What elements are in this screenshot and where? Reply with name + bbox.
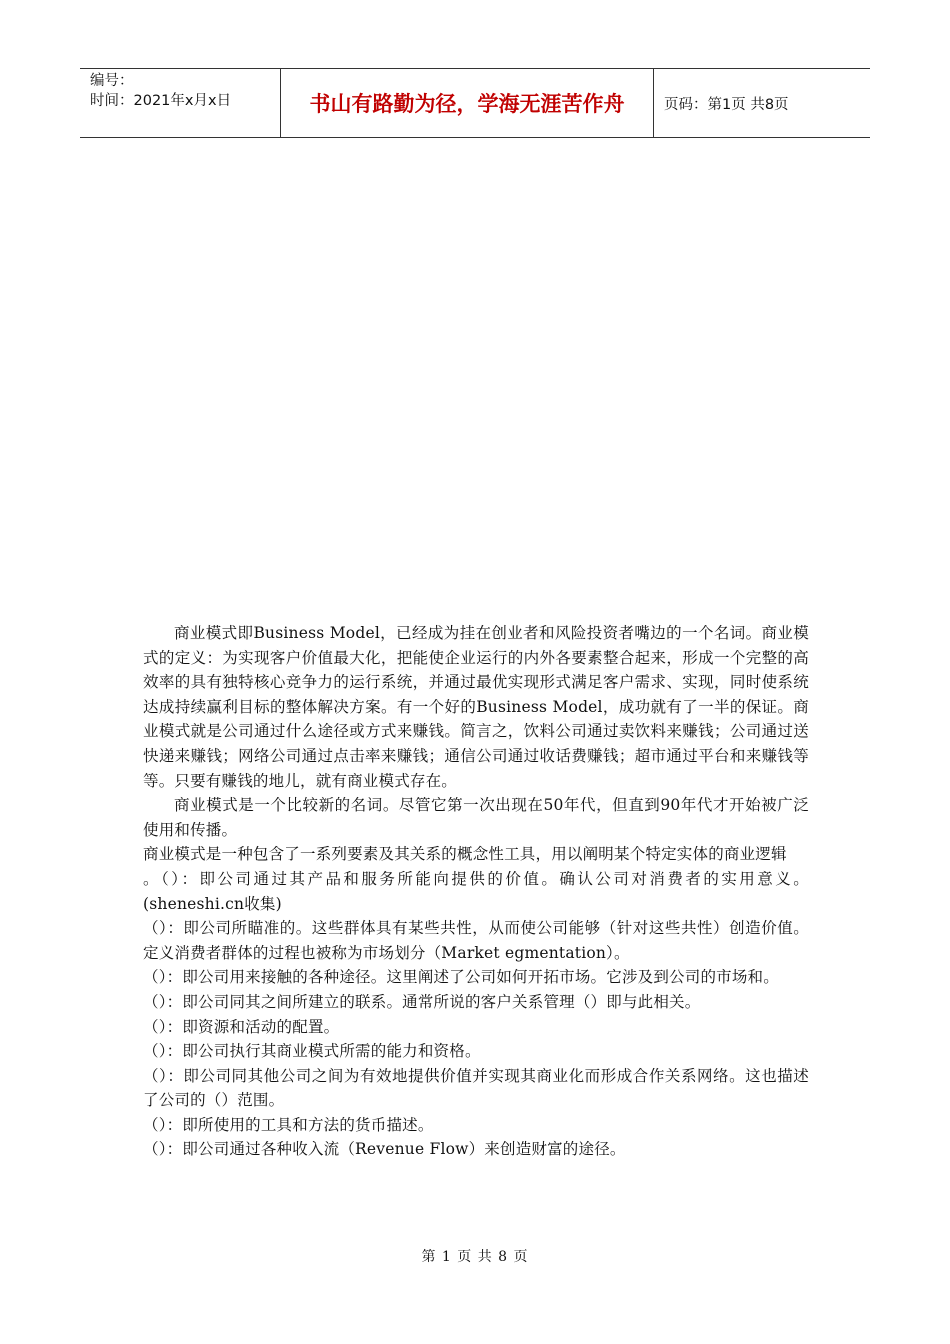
- document-body: [143, 621, 809, 1162]
- body-paragraph: （）：即公司用来接触的各种途径。这里阐述了公司如何开拓市场。它涉及到公司的市场和。: [143, 968, 779, 987]
- body-paragraph: （）：即公司同其之间所建立的联系。通常所说的客户关系管理（）即与此相关。: [143, 992, 701, 1011]
- body-paragraph: 。（）：即公司通过其产品和服务所能向提供的价值。确认公司对消费者的实用意义。(sheneshi.cn收集): [143, 869, 809, 913]
- body-paragraph: 商业模式是一种包含了一系列要素及其关系的概念性工具，用以阐明某个特定实体的商业逻辑: [143, 845, 787, 864]
- document-date: 时间：2021年x月x日: [90, 93, 232, 109]
- body-paragraph: （）：即公司同其他公司之间为有效地提供价值并实现其商业化而形成合作关系网络。这也描述了公司的（）范围。: [143, 1066, 809, 1110]
- body-paragraph: （）：即资源和活动的配置。: [143, 1017, 340, 1036]
- page-header: [80, 68, 870, 138]
- body-paragraph: 商业模式即Business Model，已经成为挂在创业者和风险投资者嘴边的一个名词。商业模式的定义：为实现客户价值最大化，把能使企业运行的内外各要素整合起来，形成一个完整的高效率的具有独特核心竞争力的运行系统，并通过最优实现形式满足客户需求、实现，同时使系统达成持续赢利目标的整体解决方案。有一个好的Business Model，成功就有了一半的保证。商业模式就是公司通过什么途径或方式来赚钱。简言之，饮料公司通过卖饮料来赚钱；公司通过送快递来赚钱；网络公司通过点击率来赚钱；通信公司通过收话费赚钱；超市通过平台和来赚钱等等。只要有赚钱的地儿，就有商业模式存在。: [143, 624, 809, 790]
- body-paragraph: （）：即公司通过各种收入流（Revenue Flow）来创造财富的途径。: [143, 1140, 626, 1159]
- body-paragraph: 商业模式是一个比较新的名词。尽管它第一次出现在50年代，但直到90年代才开始被广泛使用和传播。: [143, 796, 809, 839]
- document-number-label: 编号：: [90, 73, 134, 89]
- header-motto: 书山有路勤为径，学海无涯苦作舟: [281, 69, 654, 137]
- header-meta: [80, 69, 281, 137]
- body-paragraph: （）：即公司执行其商业模式所需的能力和资格。: [143, 1042, 481, 1061]
- body-paragraph: （）：即所使用的工具和方法的货币描述。: [143, 1115, 434, 1134]
- page-footer: 第 1 页 共 8 页: [421, 1249, 529, 1265]
- body-paragraph: （）：即公司所瞄准的。这些群体具有某些共性，从而使公司能够（针对这些共性）创造价值。定义消费者群体的过程也被称为市场划分（Market egmentation）。: [143, 919, 809, 962]
- header-page-info: 页码：第1页 共8页: [664, 96, 789, 113]
